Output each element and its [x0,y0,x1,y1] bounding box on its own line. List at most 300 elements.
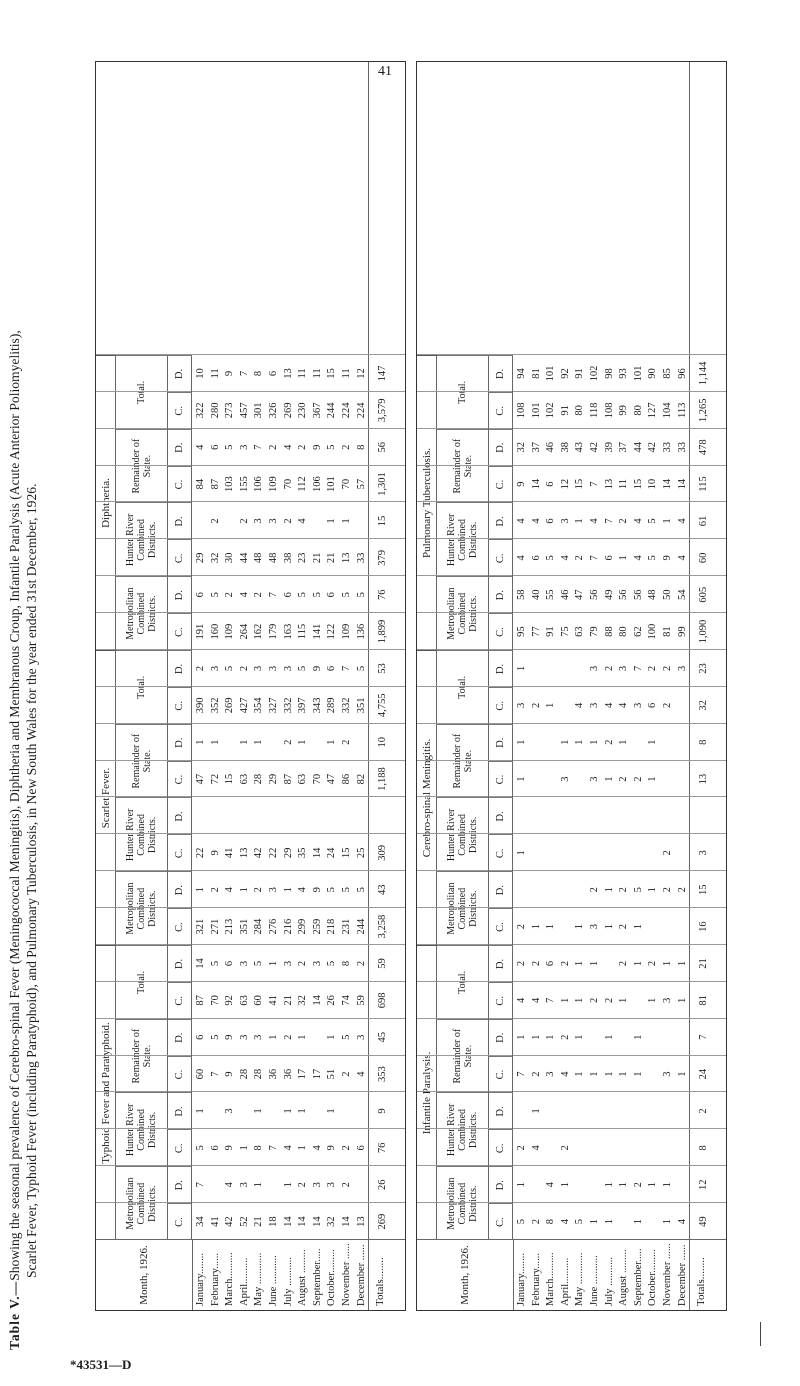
cd-header: C. [168,761,192,798]
table-cell: 4 [530,1145,542,1151]
table-cell: 1 [647,887,659,893]
month-label: June ........... [589,1255,600,1306]
table-cell: 3 [238,1034,250,1040]
table-cell: 3 [662,1071,673,1077]
table-cell: 3 [268,665,279,672]
cd-header: D. [489,871,513,908]
cd-header: D. [489,724,513,761]
cd-header: C. [168,392,192,429]
table-block-bottom [416,61,727,1311]
total-cell: 1,188 [377,767,388,791]
table-cell: 36 [282,1068,294,1080]
table-cell: 1 [603,1182,615,1188]
subheader: Metropolitan Combined Districts. [437,871,489,945]
table-cell: 8 [545,1218,557,1225]
table-cell: 63 [238,773,250,785]
table-cell: 13 [603,478,615,490]
cd-header: C. [489,1129,513,1166]
table-cell: 6 [530,555,542,561]
cd-header: D. [168,945,192,982]
table-cell: 3 [238,1182,250,1188]
table-cell: 22 [195,847,206,859]
table-cell: 4 [311,1145,323,1151]
table-cell: 351 [238,918,250,935]
table-cell: 1 [559,997,571,1003]
cd-header: C. [489,687,513,724]
table-cell: 5 [326,444,338,450]
table-cell: 1 [618,997,630,1003]
table-cell: 2 [618,887,630,893]
section-header: Cerebro-spinal Meningitis. [417,650,437,945]
table-cell: 23 [297,552,309,564]
table-cell: 32 [516,441,527,453]
data-column [417,1018,726,1056]
table-cell: 93 [618,368,630,379]
table-cell: 343 [311,697,323,714]
table-cell: 122 [326,623,338,640]
subheader: Hunter River Combined Districts. [437,1093,489,1167]
table-cell: 7 [195,1182,206,1188]
table-cell: 1 [282,1108,294,1114]
table-cell: 9 [209,850,221,856]
month-label: July ........... [603,1256,615,1306]
table-cell: 74 [341,995,352,1006]
table-cell: 2 [618,960,630,967]
table-cell: 3 [311,1182,323,1188]
cd-header: D. [168,724,192,761]
table-cell: 91 [559,405,571,416]
table-cell: 1 [618,555,630,561]
table-cell: 5 [355,592,367,598]
month-label: January........ [195,1253,206,1306]
table-cell: 3 [282,665,294,672]
table-cell: 4 [516,555,527,561]
table-cell: 4 [238,592,250,598]
total-cell: 45 [377,1031,388,1043]
table-cell: 29 [195,552,206,564]
table-cell: 82 [355,773,367,785]
table-cell: 21 [282,995,294,1006]
table-cell: 15 [632,478,644,490]
table-cell: 2 [297,444,309,450]
table-cell: 106 [311,476,323,492]
table-cell: 33 [662,441,673,453]
table-cell: 9 [224,1034,236,1040]
section-header: Scarlet Fever. [96,650,116,945]
data-column [417,907,726,945]
table-cell: 11 [341,368,352,379]
total-cell: 15 [698,884,709,895]
table-cell: 94 [516,368,527,379]
total-cell: 9 [377,1108,388,1114]
table-cell: 14 [311,1216,323,1227]
table-cell: 3 [559,518,571,524]
table-cell: 321 [195,918,206,935]
total-cell: 16 [698,921,709,932]
total-cell: 24 [698,1068,709,1080]
table-cell: 1 [574,960,586,967]
table-cell: 47 [195,773,206,785]
table-cell: 62 [632,626,644,637]
table-cell: 2 [530,702,542,708]
table-cell: 1 [516,665,527,672]
table-cell: 63 [574,626,586,637]
table-cell: 18 [268,1216,279,1227]
table-cell: 33 [676,441,688,453]
data-column [96,797,405,835]
table-cell: 8 [341,960,352,967]
table-cell: 14 [662,478,673,490]
table-cell: 44 [238,552,250,564]
table-cell: 1 [195,1108,206,1114]
table-caption [6,50,40,1350]
table-cell: 72 [209,773,221,785]
subheader: Remainder of State. [437,429,489,503]
table-cell: 4 [282,1145,294,1151]
table-cell: 4 [603,702,615,708]
table-cell: 1 [676,997,688,1003]
table-cell: 2 [355,960,367,967]
table-cell: 77 [530,626,542,637]
table-cell: 244 [355,918,367,935]
section-header: Pulmonary Tuberculosis. [417,355,437,650]
cd-header: C. [489,834,513,871]
table-cell: 7 [268,592,279,598]
subheader: Hunter River Combined Districts. [116,503,168,577]
caption-line-2: Scarlet Fever, Typhoid Fever (including Paratyphoid), and Pulmonary Tuberculosis, in New South Wales for the year ended 31st December, 1926. [24,483,39,1278]
table-cell: 104 [662,402,673,419]
table-cell: 1 [676,1071,688,1077]
table-cell: 1 [238,739,250,745]
data-column [417,723,726,761]
month-label: December ...... [355,1244,367,1306]
subheader: Hunter River Combined Districts. [116,798,168,872]
table-cell: 6 [209,444,221,450]
table-cell: 1 [209,739,221,745]
table-cell: 41 [224,847,236,859]
table-cell: 332 [341,697,352,714]
table-cell: 6 [326,665,338,672]
table-cell: 3 [618,665,630,672]
table-cell: 2 [559,1034,571,1040]
total-cell: 379 [377,549,388,566]
table-cell: 4 [559,555,571,561]
table-cell: 2 [530,960,542,967]
table-cell: 1 [545,702,557,708]
table-cell: 118 [589,402,600,418]
table-cell: 101 [530,402,542,419]
table-cell: 2 [632,776,644,782]
table-cell: 55 [545,589,557,600]
table-cell: 2 [341,739,352,745]
data-column [417,833,726,871]
table-cell: 1 [282,1182,294,1188]
table-cell: 5 [341,887,352,893]
data-column [417,1092,726,1130]
table-cell: 2 [195,665,206,672]
table-cell: 4 [559,1071,571,1077]
table-cell: 5 [326,960,338,967]
table-cell: 9 [311,444,323,450]
table-cell: 230 [297,402,309,419]
table-cell: 5 [574,1218,586,1225]
table-cell: 5 [224,444,236,450]
table-cell: 7 [268,1145,279,1151]
table-cell: 1 [282,887,294,893]
table-cell: 1 [574,1071,586,1077]
caption-lead: Table V.— [7,1280,22,1350]
table-cell: 6 [545,481,557,487]
table-cell: 13 [282,368,294,379]
table-cell: 2 [559,960,571,967]
month-label: April.......... [238,1257,250,1306]
table-cell: 284 [253,918,265,935]
table-cell: 2 [268,444,279,450]
table-cell: 5 [516,1218,527,1225]
table-cell: 11 [618,479,630,490]
table-cell: 54 [676,589,688,600]
table-cell: 21 [311,552,323,564]
table-cell: 1 [516,776,527,782]
table-cell: 1 [297,1108,309,1114]
total-cell: 49 [698,1216,709,1227]
table-cell: 21 [253,1216,265,1227]
table-cell: 326 [268,402,279,419]
table-cell: 15 [341,847,352,859]
table-cell: 48 [647,589,659,600]
page-number: 41 [378,64,392,79]
table-cell: 25 [355,847,367,859]
table-cell: 4 [545,1182,557,1188]
table-cell: 98 [603,368,615,379]
table-cell: 1 [589,1218,600,1225]
table-cell: 1 [545,1034,557,1040]
total-cell: 115 [698,476,709,492]
table-cell: 60 [195,1068,206,1080]
table-cell: 1 [268,960,279,967]
month-label: January........ [516,1253,527,1306]
table-cell: 9 [311,887,323,893]
table-cell: 4 [632,555,644,561]
table-cell: 48 [253,552,265,564]
table-cell: 70 [282,478,294,490]
table-cell: 191 [195,623,206,640]
cd-header: C. [489,392,513,429]
table-cell: 127 [647,402,659,419]
table-cell: 5 [209,960,221,967]
table-cell: 60 [253,995,265,1006]
table-cell: 301 [253,402,265,419]
table-cell: 101 [326,476,338,492]
table-cell: 155 [238,476,250,492]
cd-header: C. [489,613,513,650]
table-cell: 1 [662,1218,673,1225]
table-cell: 354 [253,697,265,714]
table-cell: 11 [311,368,323,379]
table-cell: 2 [574,555,586,561]
table-cell: 91 [574,368,586,379]
total-cell: 60 [698,552,709,564]
cd-header: C. [168,1129,192,1166]
table-cell: 367 [311,402,323,419]
table-cell: 2 [530,1071,542,1077]
table-cell: 3 [676,665,688,672]
month-label: August ......... [297,1249,309,1306]
table-cell: 332 [282,697,294,714]
table-cell: 109 [268,476,279,492]
table-cell: 1 [603,923,615,930]
table-cell: 218 [326,918,338,935]
month-column [417,1239,726,1310]
table-cell: 6 [603,555,615,561]
table-cell: 1 [238,887,250,893]
table-cell: 1 [574,739,586,745]
table-cell: 2 [559,1145,571,1151]
cd-header: C. [489,982,513,1019]
table-cell: 6 [647,702,659,708]
cd-header: D. [168,576,192,613]
table-cell: 4 [297,887,309,893]
section-header: Diphtheria. [96,355,116,650]
data-column [96,723,405,761]
table-cell: 4 [355,1071,367,1077]
total-cell: 10 [377,736,388,748]
cd-header: C. [168,982,192,1019]
table-cell: 2 [516,960,527,967]
table-cell: 351 [355,697,367,714]
table-cell: 4 [195,444,206,450]
subheader: Metropolitan Combined Districts. [116,871,168,945]
table-cell: 4 [516,518,527,524]
table-cell: 87 [195,995,206,1006]
table-cell: 48 [268,552,279,564]
total-cell: 43 [377,884,388,895]
table-cell: 9 [224,370,236,377]
table-cell: 11 [209,368,221,379]
table-cell: 44 [632,441,644,453]
total-cell: 76 [377,589,388,600]
table-cell: 1 [603,1218,615,1225]
total-cell: 1,090 [698,619,709,644]
table-cell: 2 [662,887,673,893]
table-cell: 5 [647,518,659,524]
table-cell: 7 [209,1071,221,1077]
caption-line-1: Showing the seasonal prevalence of Cerebro-spinal Fever (Meningococcal Meningitis), Diphtheria and Membranous Croup, Infantile Paralysis (Acute Anterior Poliomyelitis), [7,330,22,1281]
table-cell: 3 [282,960,294,967]
subheader: Remainder of State. [116,429,168,503]
table-cell: 92 [224,995,236,1006]
table-cell: 28 [253,1068,265,1080]
month-header: Month, 1926. [96,1240,193,1310]
table-cell: 1 [589,1071,600,1077]
cd-header: C. [489,1203,513,1240]
month-label: December ...... [676,1244,688,1306]
month-label: February...... [209,1253,221,1306]
month-column [96,1239,405,1310]
table-cell: 2 [647,665,659,672]
table-cell: 3 [559,776,571,782]
subheader: Total. [437,945,489,1019]
table-cell: 12 [559,478,571,490]
table-cell: 14 [676,478,688,490]
table-cell: 95 [516,626,527,637]
table-cell: 56 [589,589,600,600]
table-cell: 1 [530,1108,542,1114]
table-cell: 2 [618,518,630,524]
table-cell: 1 [647,739,659,745]
table-cell: 2 [589,887,600,893]
table-cell: 80 [632,405,644,416]
data-column [96,1165,405,1203]
table-cell: 9 [224,1145,236,1151]
table-cell: 33 [355,552,367,564]
table-cell: 9 [516,481,527,487]
table-cell: 29 [282,847,294,859]
table-cell: 2 [341,1071,352,1077]
total-cell: 698 [377,992,388,1009]
table-cell: 26 [326,995,338,1006]
table-cell: 51 [326,1068,338,1080]
table-cell: 1 [647,1182,659,1188]
table-cell: 4 [632,518,644,524]
table-cell: 1 [603,1034,615,1040]
table-cell: 1 [632,960,644,967]
cd-header: C. [168,1203,192,1240]
table-cell: 1 [297,1145,309,1151]
table-cell: 13 [355,1216,367,1227]
table-cell: 8 [355,444,367,450]
total-cell: 269 [377,1213,388,1230]
total-cell: 23 [698,663,709,674]
data-column [417,1128,726,1166]
table-cell: 2 [647,960,659,967]
table-cell: 5 [632,887,644,893]
table-cell: 99 [618,405,630,416]
table-cell: 5 [647,555,659,561]
table-cell: 5 [341,1034,352,1040]
table-cell: 2 [253,592,265,598]
subheader: Total. [116,945,168,1019]
table-cell: 84 [195,478,206,490]
table-cell: 1 [253,739,265,745]
table-cell: 32 [209,552,221,564]
total-cell: 13 [698,773,709,785]
table-cell: 5 [253,960,265,967]
table-cell: 38 [559,441,571,453]
table-cell: 40 [530,589,542,600]
table-cell: 14 [530,478,542,490]
month-label: March.......... [545,1252,557,1306]
table-cell: 7 [589,481,600,487]
subheader: Metropolitan Combined Districts. [116,576,168,650]
table-cell: 87 [282,773,294,785]
table-cell: 59 [355,995,367,1006]
table-cell: 224 [355,402,367,419]
cd-header: D. [168,1093,192,1130]
table-cell: 3 [253,665,265,672]
table-cell: 6 [282,592,294,598]
table-cell: 103 [224,476,236,492]
table-cell: 1 [530,1034,542,1040]
table-cell: 327 [268,697,279,714]
table-cell: 1 [632,1034,644,1040]
table-cell: 136 [355,623,367,640]
table-cell: 2 [618,923,630,930]
table-cell: 8 [253,1145,265,1151]
table-cell: 6 [195,592,206,598]
table-cell: 3 [253,518,265,524]
table-cell: 2 [589,997,600,1003]
